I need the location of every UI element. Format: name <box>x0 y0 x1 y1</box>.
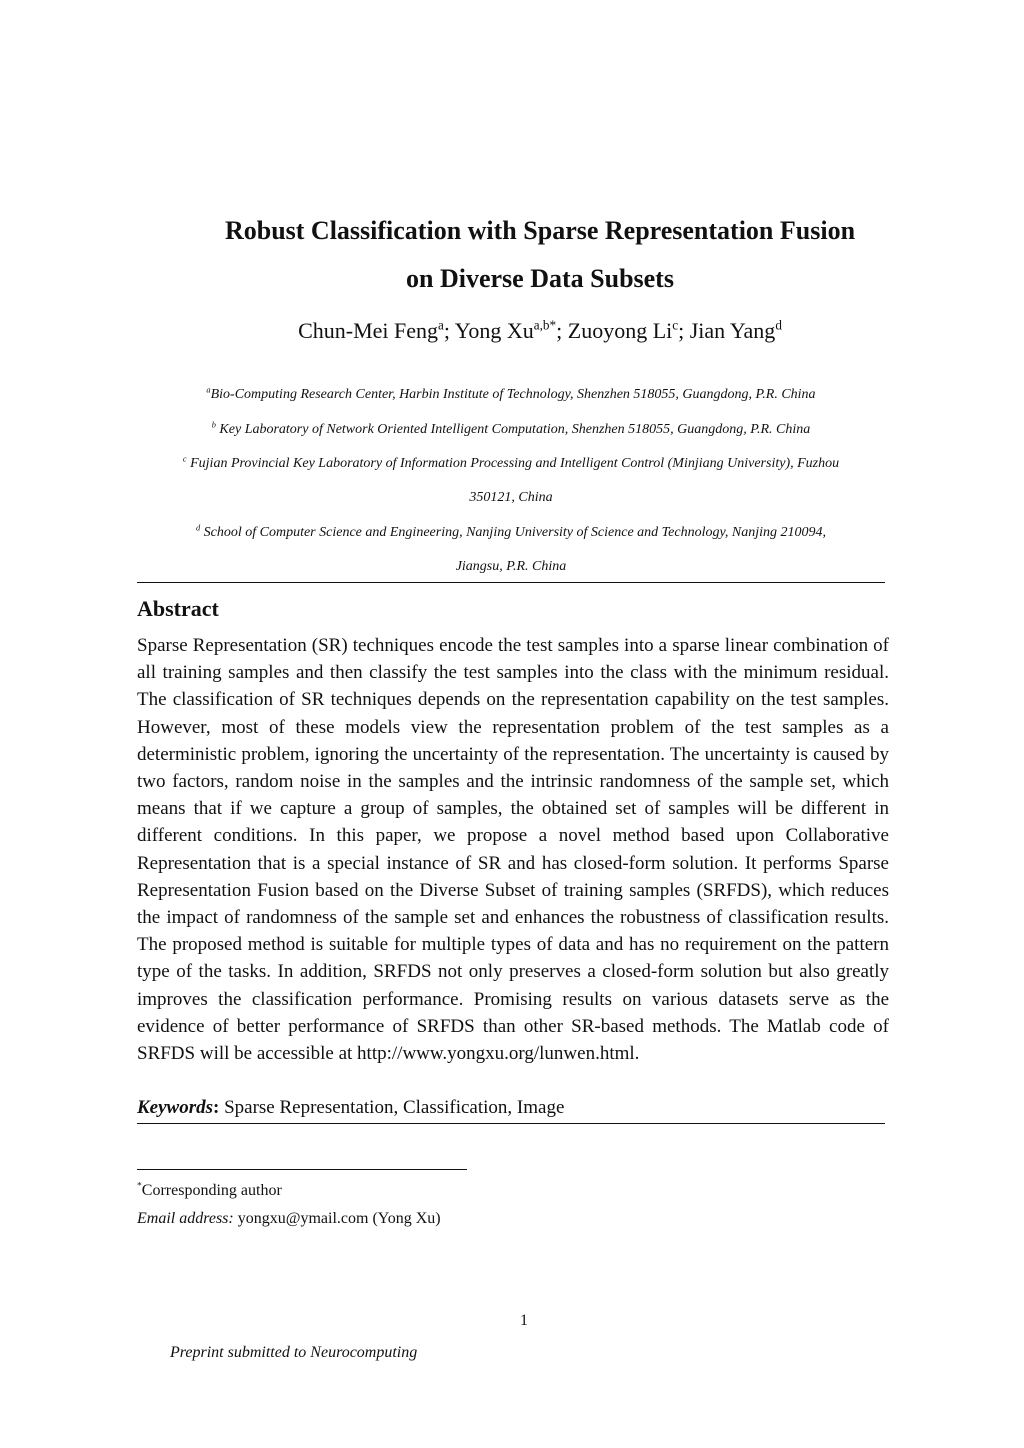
author-affiliation-mark: d <box>775 317 782 333</box>
footnote-email <box>137 1210 441 1228</box>
footnote-divider <box>137 1169 467 1170</box>
author-name: Yong Xu <box>454 318 534 343</box>
author-affiliation-mark: a,b* <box>533 317 557 333</box>
keywords-value: Sparse Representation, Classification, Image <box>219 1097 565 1118</box>
affiliation-c-line-2: 350121, China <box>469 490 553 505</box>
affiliation-d-line-2: Jiangsu, P.R. China <box>455 559 567 574</box>
author-name: Chun-Mei Feng <box>298 318 439 343</box>
affiliation-c: $^c$ Fujian Provincial Key Laboratory of Information Processing and Intelligent Control (Minjiang University), Fuzhou <box>182 454 840 471</box>
footnote-corresponding: *Corresponding author <box>137 1180 282 1199</box>
paper-title-line-2: on Diverse Data Subsets <box>406 264 674 293</box>
preprint-note: Preprint submitted to Neurocomputing <box>170 1344 418 1361</box>
affiliation-b: $^b$ Key Laboratory of Network Oriented Intelligent Computation, Shenzhen 518055, Guangdong, P.R. China <box>211 420 811 437</box>
affiliation-d: $^d$ School of Computer Science and Engineering, Nanjing University of Science and Technology, Nanjing 210094, <box>195 523 827 540</box>
keywords: Keywords: Sparse Representation, Classification, Image <box>137 1097 565 1118</box>
paper-title-line-1: Robust Classification with Sparse Representation Fusion <box>224 216 856 245</box>
email-value: yongxu@ymail.com (Yong Xu) <box>233 1210 441 1227</box>
divider <box>137 1123 885 1124</box>
author-name: Jian Yang <box>689 318 776 343</box>
email-label: Email address: <box>137 1210 234 1227</box>
author-name: Zuoyong Li <box>567 318 673 343</box>
author-affiliation-mark: c <box>672 317 679 333</box>
author-list: Chun-Mei Feng$^a$; Yong $Xu^{a,b*}$; Zuoyong Li$^c$; Jian Yang$^d$ <box>298 317 782 343</box>
page-number: 1 <box>520 1312 528 1329</box>
author-affiliation-mark: a <box>438 317 444 333</box>
divider <box>137 582 885 583</box>
abstract-body: Sparse Representation (SR) techniques encode the test samples into a sparse linear combination of all training samples and then classify the test samples into the class with the minimum residual. The classification of SR techniques depends on the representation capability on the test samples. However, most of these models view the representation problem of the test samples as a deterministic problem, ignoring the uncertainty of the representation. The uncertainty is caused by two factors, random noise in the samples and the intrinsic randomness of the sample set, which means that if we capture a group of samples, the obtained set of samples will be different in different conditions. In this paper, we propose a novel method based upon Collaborative Representation that is a special instance of SR and has closed-form solution. It performs Sparse Representation Fusion based on the Diverse Subset of training samples (SRFDS), which reduces the impact of randomness of the sample set and enhances the robustness of classification results. The proposed method is suitable for multiple types of data and has no requirement on the pattern type of the tasks. In addition, SRFDS not only preserves a closed-form solution but also greatly improves the classification performance. Promising results on various datasets serve as the evidence of better performance of SRFDS than other SR-based methods. The Matlab code of SRFDS will be accessible at http://www.yongxu.org/lunwen.html. <box>137 635 889 1065</box>
abstract-heading: Abstract <box>137 596 219 621</box>
keywords-label: Keywords <box>137 1097 213 1118</box>
affiliation-a: $^a$Bio-Computing Research Center, Harbin Institute of Technology, Shenzhen 518055, Guangdong, P.R. China <box>206 385 816 402</box>
